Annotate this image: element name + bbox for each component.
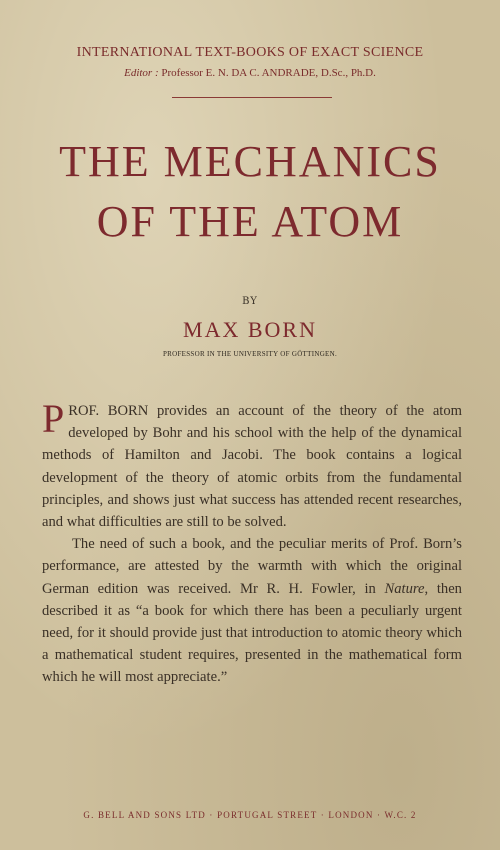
author-affiliation: PROFESSOR IN THE UNIVERSITY OF GÖTTINGEN. [162, 350, 338, 358]
description-paragraph-2 [42, 533, 462, 688]
description-paragraph-1: PROF. BORN provides an account of the theory of the atom developed by Bohr and his school with the help of the dynamical methods of Hamilton and Jacobi. The book contains a logical development of the theory of atomic orbits from the fundamental principles, and shows just what success has attended recent researches, and what difficulties are still to be solved. [42, 396, 462, 531]
journal-name: Nature [384, 580, 425, 597]
editor-label: Editor : [124, 67, 159, 79]
editor-line [0, 67, 500, 79]
series-title: INTERNATIONAL TEXT-BOOKS OF EXACT SCIENCE [76, 45, 424, 60]
description-text [42, 396, 462, 689]
book-title-line-1: THE MECHANICS [59, 137, 441, 186]
paragraph-2-part-a: The need of such a book, and the peculiar merits of Prof. Born’s performance, are attested by the warmth with which the original German edition was received. Mr R. H. Fowler, in [42, 536, 462, 597]
editor-name: Professor E. N. DA C. ANDRADE, D.Sc., Ph.D. [161, 67, 376, 79]
author-name: MAX BORN [183, 317, 317, 342]
publisher-line: G. BELL AND SONS LTD · PORTUGAL STREET · LONDON · W.C. 2 [83, 810, 417, 820]
by-label: BY [242, 296, 258, 307]
book-title-line-2: OF THE ATOM [96, 197, 404, 246]
header-divider [172, 97, 332, 98]
paragraph-2-part-b: , then described it as “a book for which there has been a peculiarly urgent need, for it should provide just that introduction to atomic theory which a mathematical student requires, presented in the mathematical form which he will most appreciate.” [42, 580, 462, 686]
